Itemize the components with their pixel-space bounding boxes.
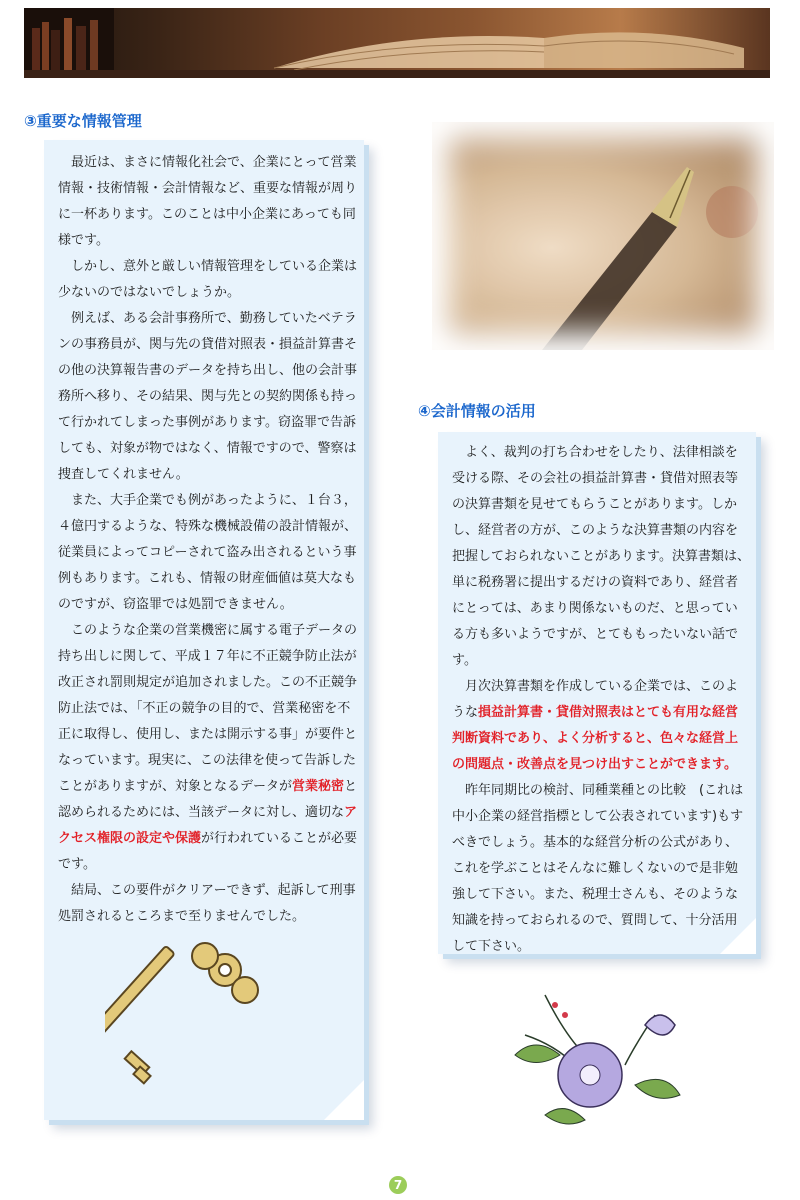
fountain-pen-photo: [432, 122, 774, 350]
text-run: と認められるためには、当該データに対し、適切な: [58, 779, 358, 820]
section4-body: [452, 440, 750, 960]
section3-body: [58, 150, 358, 930]
paragraph: [452, 674, 750, 778]
morning-glory-illustration: [505, 975, 705, 1145]
text-run: 最近は、まさに情報化社会で、企業にとって営業情報・技術情報・会計情報など、重要な情報が周りに一杯あります。このことは中小企業にあっても同様です。: [58, 155, 358, 248]
paragraph: [58, 878, 358, 930]
text-run: 月次決算書類を作成している企業では、このような: [452, 679, 739, 720]
text-run: また、大手企業でも例があったように、１台３，４億円するような、特殊な機械設備の設計情報が、従業員によってコピーされて盗み出されるという事例もあります。これも、情報の財産価値は莫大なものですが、窃盗罪では処罰できません。: [58, 493, 358, 612]
text-run: このような企業の営業機密に属する電子データの持ち出しに関して、平成１７年に不正競争防止法が改正され罰則規定が追加されました。この不正競争防止法では、「不正の競争の目的で、営業秘密を不正に取得し、使用し、または開示する事」が要件となっています。現実に、この法律を使って告訴したことがありますが、対象となるデータが: [58, 623, 358, 794]
page-number-badge: 7: [389, 1176, 407, 1194]
paragraph: [58, 306, 358, 488]
text-run: しかし、意外と厳しい情報管理をしている企業は少ないのではないでしょうか。: [58, 259, 358, 300]
paragraph: [58, 150, 358, 254]
text-run: よく、裁判の打ち合わせをしたり、法律相談を受ける際、その会社の損益計算書・貸借対照表等の決算書類を見せてもらうことがあります。しかし、経営者の方が、このような決算書類の内容を把握しておられないことがあります。決算書類は、単に税務署に提出するだけの資料であり、経営者にとっては、あまり関係ないものだ、と思っている方も多いようですが、とてももったいない話です。: [452, 445, 750, 668]
page-curl: [324, 1080, 364, 1120]
paragraph: [452, 440, 750, 674]
key-illustration: [105, 930, 275, 1100]
text-run: 例えば、ある会計事務所で、勤務していたベテランの事務員が、関与先の貸借対照表・損益計算書その他の決算報告書のデータを持ち出し、他の会計事務所へ移り、その結果、関与先との契約関係も持って行かれてしまった事例があります。窃盗罪で告訴しても、対象が物ではなく、情報ですので、警察は捜査してくれません。: [58, 311, 358, 482]
section3-title: ③重要な情報管理: [24, 112, 142, 130]
text-run: 昨年同期比の検討、同種業種との比較 (これは中小企業の経営指標として公表されています)もすべきでしょう。基本的な経営分析の公式があり、これを学ぶことはそんなに難しくないので是非勉強して下さい。また、税理士さんも、そのような知識を持っておられるので、質問して、十分活用して下さい。: [452, 783, 744, 954]
highlighted-text: 営業秘密: [292, 779, 345, 794]
highlighted-text: アクセス権限の設定や保護: [58, 805, 358, 846]
paragraph: [58, 254, 358, 306]
paragraph: [58, 488, 358, 618]
header-banner: [24, 8, 770, 78]
open-book-image: [24, 8, 770, 78]
text-run: が行われていることが必要です。: [58, 831, 358, 872]
paragraph: [452, 778, 750, 960]
highlighted-text: 損益計算書・貸借対照表はとても有用な経営判断資料であり、よく分析すると、色々な経営上の問題点・改善点を見つけ出すことができます。: [452, 705, 739, 772]
section4-title: ④会計情報の活用: [418, 402, 536, 420]
paragraph: [58, 618, 358, 878]
text-run: 結局、この要件がクリアーできず、起訴して刑事処罰されるところまで至りませんでした。: [58, 883, 356, 924]
